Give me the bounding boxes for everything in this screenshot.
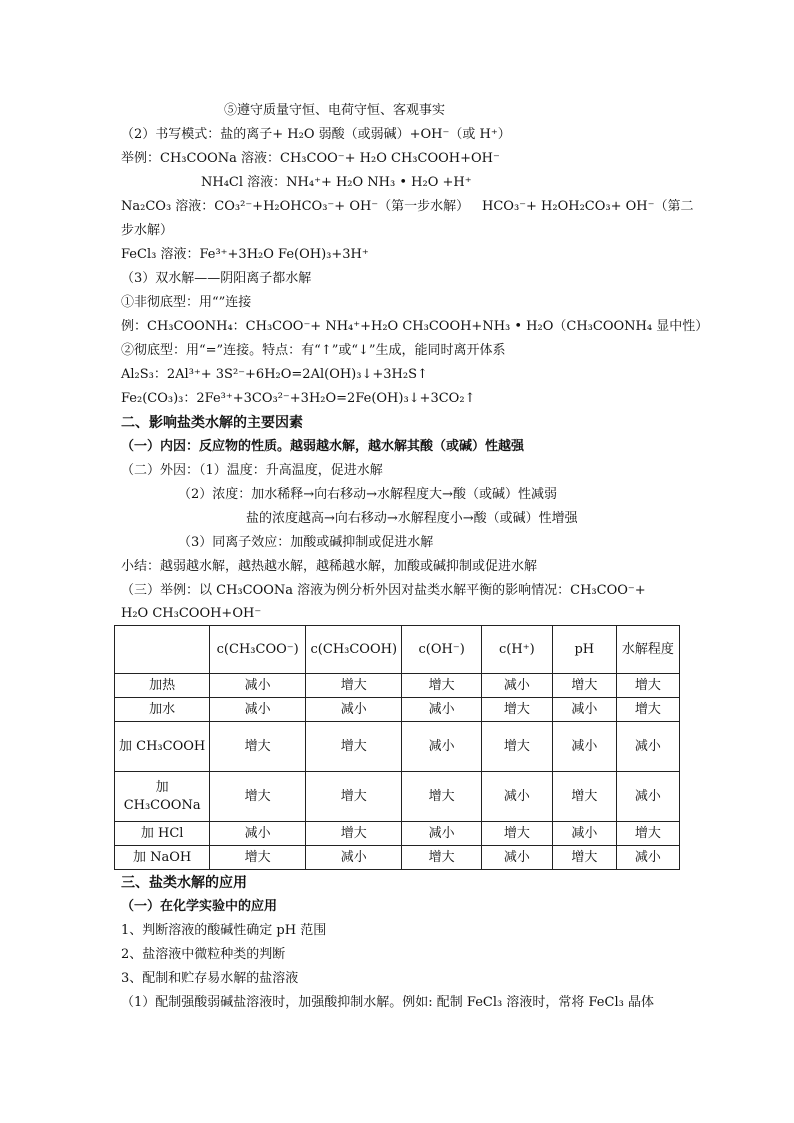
text-line: ⑤遵守质量守恒、电荷守恒、客观事实 [224,103,446,118]
table-cell: 增大 [210,772,306,822]
table-header-cell: 水解程度 [616,626,679,674]
table-cell: 增大 [616,822,679,846]
table-cell: 增大 [552,674,616,698]
table-cell: 减小 [210,822,306,846]
text-line: 小结：越弱越水解，越热越水解，越稀越水解，加酸或碱抑制或促进水解 [121,559,538,574]
table-header-cell: c(OH⁻) [402,626,481,674]
text-line: NH₄Cl 溶液：NH₄⁺+ H₂O NH₃ • H₂O +H⁺ [201,175,472,190]
table-cell: 减小 [616,722,679,772]
table-cell: 增大 [210,846,306,870]
table-cell: 减小 [210,698,306,722]
row-label: 加水 [115,698,210,722]
table-cell: 增大 [306,722,402,772]
table-header-cell: pH [552,626,616,674]
row-label: 加 CH₃COOH [115,722,210,772]
text-line: ②彻底型：用“=”连接。特点：有“↑”或“↓”生成，能同时离开体系 [121,343,506,358]
table-cell: 增大 [306,772,402,822]
text-line: 举例：CH₃COONa 溶液：CH₃COO⁻+ H₂O CH₃COOH+OH⁻ [121,151,500,166]
table-cell: 增大 [402,674,481,698]
table-cell: 增大 [481,722,552,772]
table-cell: 增大 [552,772,616,822]
table-cell: 减小 [481,674,552,698]
text-line: FeCl₃ 溶液：Fe³⁺+3H₂O Fe(OH)₃+3H⁺ [121,247,369,262]
text-line: ①非彻底型：用“”连接 [121,295,252,310]
table-cell: 减小 [552,722,616,772]
table-cell: 增大 [402,846,481,870]
table-cell: 增大 [616,698,679,722]
table-row [115,772,680,822]
table-cell: 减小 [552,698,616,722]
table-cell: 增大 [210,722,306,772]
section-heading: 二、影响盐类水解的主要因素 [121,415,303,431]
text-line: 盐的浓度越高→向右移动→水解程度小→酸（或碱）性增强 [246,511,578,526]
table-cell: 增大 [616,674,679,698]
table-cell: 减小 [616,846,679,870]
table-cell: 增大 [552,846,616,870]
table-header-row [115,626,680,674]
text-line: Fe₂(CO₃)₃：2Fe³⁺+3CO₃²⁻+3H₂O=2Fe(OH)₃↓+3CO₂↑ [121,391,476,406]
text-line: （3）同离子效应：加酸或碱抑制或促进水解 [178,535,434,550]
table-cell: 减小 [481,846,552,870]
text-line: 例：CH₃COONH₄：CH₃COO⁻+ NH₄⁺+H₂O CH₃COOH+NH₃ • H₂O（CH₃COONH₄ 显中性） [121,319,709,334]
table-cell: 增大 [481,822,552,846]
text-line: HCO₃⁻+ H₂OH₂CO₃+ OH⁻（第二 [482,199,694,214]
text-line: （2）书写模式：盐的离子+ H₂O 弱酸（或弱碱）+OH⁻（或 H⁺） [121,127,511,142]
text-line: 1、判断溶液的酸碱性确定 pH 范围 [121,923,327,938]
text-line: （1）配制强酸弱碱盐溶液时，加强酸抑制水解。例如: 配制 FeCl₃ 溶液时，常将 FeCl₃ 晶体 [121,995,654,1010]
text-line: （三）举例：以 CH₃COONa 溶液为例分析外因对盐类水解平衡的影响情况：CH₃COO⁻+ [121,583,646,598]
text-line: （一）内因：反应物的性质。越弱越水解，越水解其酸（或碱）性越强 [121,439,525,454]
table-cell: 增大 [402,772,481,822]
row-label: 加 HCl [115,822,210,846]
table-cell: 减小 [210,674,306,698]
table-cell: 增大 [481,698,552,722]
section-heading: 三、盐类水解的应用 [121,875,247,891]
text-line: Al₂S₃：2Al³⁺+ 3S²⁻+6H₂O=2Al(OH)₃↓+3H₂S↑ [121,367,428,382]
table-cell: 减小 [306,698,402,722]
text-line: Na₂CO₃ 溶液：CO₃²⁻+H₂OHCO₃⁻+ OH⁻（第一步水解） [121,199,470,214]
table-cell: 减小 [402,822,481,846]
table-cell: 减小 [552,822,616,846]
text-line: H₂O CH₃COOH+OH⁻ [121,606,262,621]
text-line: 2、盐溶液中微粒种类的判断 [121,947,286,962]
table-cell: 减小 [402,698,481,722]
table-cell: 增大 [306,822,402,846]
row-label: 加热 [115,674,210,698]
table-cell: 减小 [616,772,679,822]
table-cell: 减小 [481,772,552,822]
table-row [115,698,680,722]
table-cell: 增大 [306,674,402,698]
text-line: （二）外因：（1）温度：升高温度，促进水解 [121,463,383,478]
table-row [115,822,680,846]
table-header-cell [115,626,210,674]
table-cell: 减小 [306,846,402,870]
text-line: 3、配制和贮存易水解的盐溶液 [121,971,299,986]
table-row [115,722,680,772]
row-label: 加 NaOH [115,846,210,870]
table-row [115,674,680,698]
table-row [115,846,680,870]
effects-table [114,625,680,870]
text-line: （3）双水解——阴阳离子都水解 [121,271,312,286]
table-header-cell: c(CH₃COO⁻) [210,626,306,674]
text-line: 步水解） [121,223,174,238]
subsection-heading: （一）在化学实验中的应用 [121,899,278,914]
table-header-cell: c(CH₃COOH) [306,626,402,674]
row-label: 加 CH₃COONa [115,772,210,822]
text-line: （2）浓度：加水稀释→向右移动→水解程度大→酸（或碱）性减弱 [178,487,557,502]
table-cell: 减小 [402,722,481,772]
table-header-cell: c(H⁺) [481,626,552,674]
